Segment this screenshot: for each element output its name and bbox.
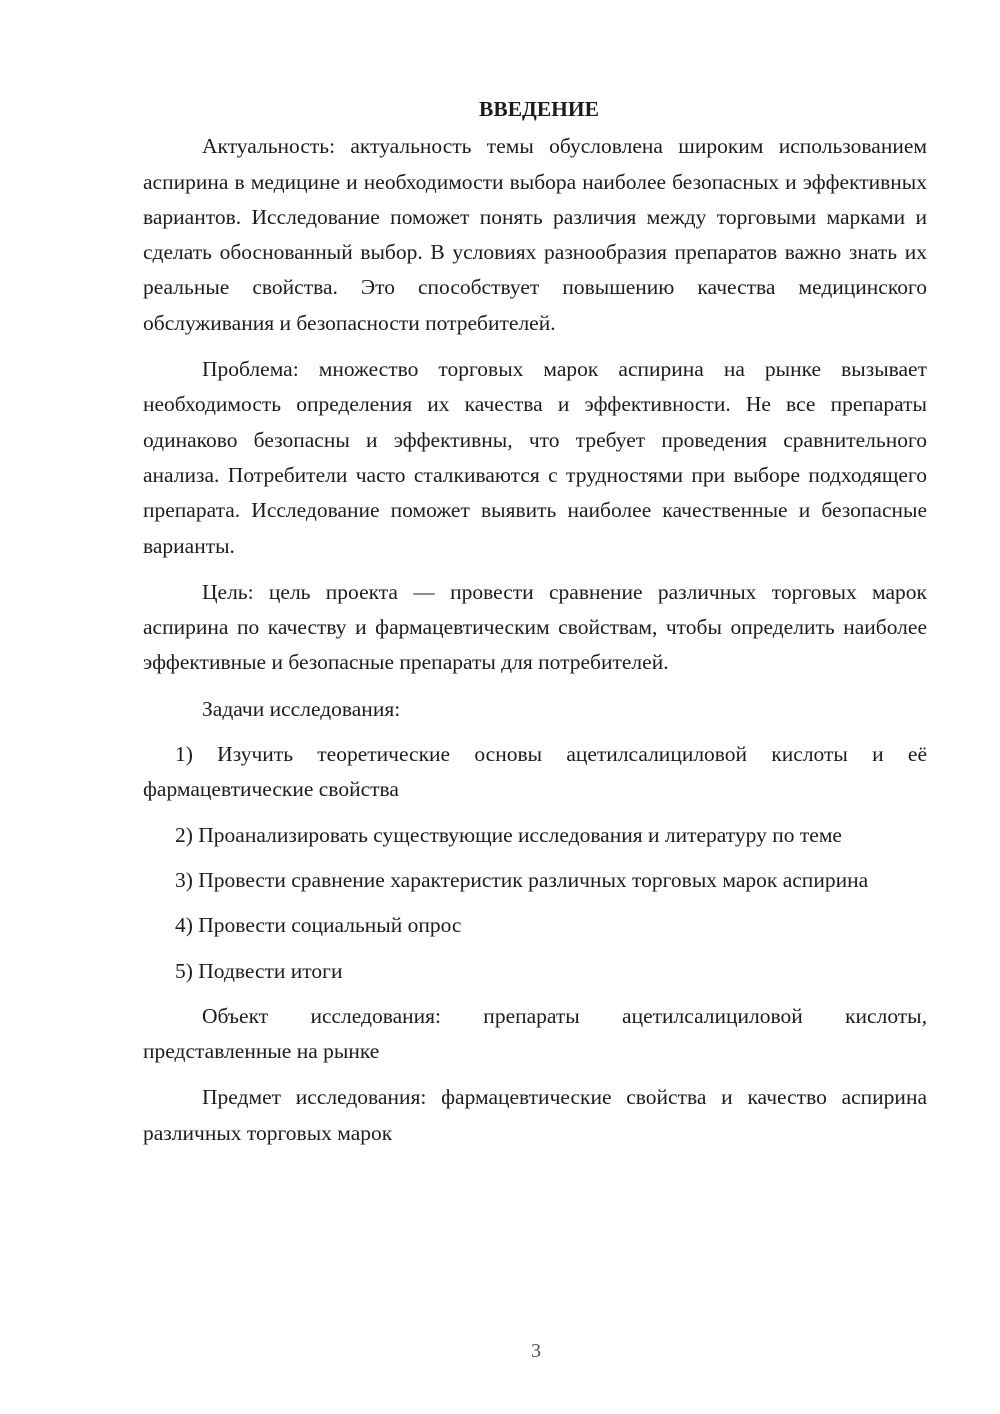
problem-paragraph: Проблема: множество торговых марок аспирина на рынке вызывает необходимость определения их качества и эффективности. Не все препараты одинаково безопасны и эффективны, что требует проведения сравнительного анализа. Потребители часто сталкиваются с трудностями при выборе подходящего препарата. Исследование поможет выявить наиболее качественные и безопасные варианты. xyxy=(143,357,927,558)
research-object-paragraph: Объект исследования: препараты ацетилсалициловой кислоты, представленные на рынке xyxy=(143,1003,927,1064)
goal-paragraph: Цель: цель проекта — провести сравнение различных торговых марок аспирина по качеству и фармацевтическим свойствам, чтобы определить наиболее эффективные и безопасные препараты для потребителей. xyxy=(143,579,927,675)
research-subject-paragraph: Предмет исследования: фармацевтические свойства и качество аспирина различных торговых марок xyxy=(143,1085,927,1145)
relevance-paragraph: Актуальность: актуальность темы обусловлена широким использованием аспирина в медицине и необходимости выбора наиболее безопасных и эффективных вариантов. Исследование поможет понять различия между торговыми марками и сделать обоснованный выбор. В условиях разнообразия препаратов важно знать их реальные свойства. Это способствует повышению качества медицинского обслуживания и безопасности потребителей. xyxy=(143,134,927,335)
section-heading: ВВЕДЕНИЕ xyxy=(479,97,599,121)
list-item: 3) Провести сравнение характеристик различных торговых марок аспирина xyxy=(175,867,869,892)
page-number: 3 xyxy=(531,1340,541,1362)
list-item: 5) Подвести итоги xyxy=(175,958,343,983)
list-item: 4) Провести социальный опрос xyxy=(175,913,462,938)
tasks-label: Задачи исследования: xyxy=(202,696,401,721)
list-item: 2) Проанализировать существующие исследования и литературу по теме xyxy=(175,822,842,847)
list-item: 1) Изучить теоретические основы ацетилсалициловой кислоты и её фармацевтические свойства xyxy=(143,742,927,802)
document-body xyxy=(143,92,927,1162)
tasks-list xyxy=(143,737,927,989)
